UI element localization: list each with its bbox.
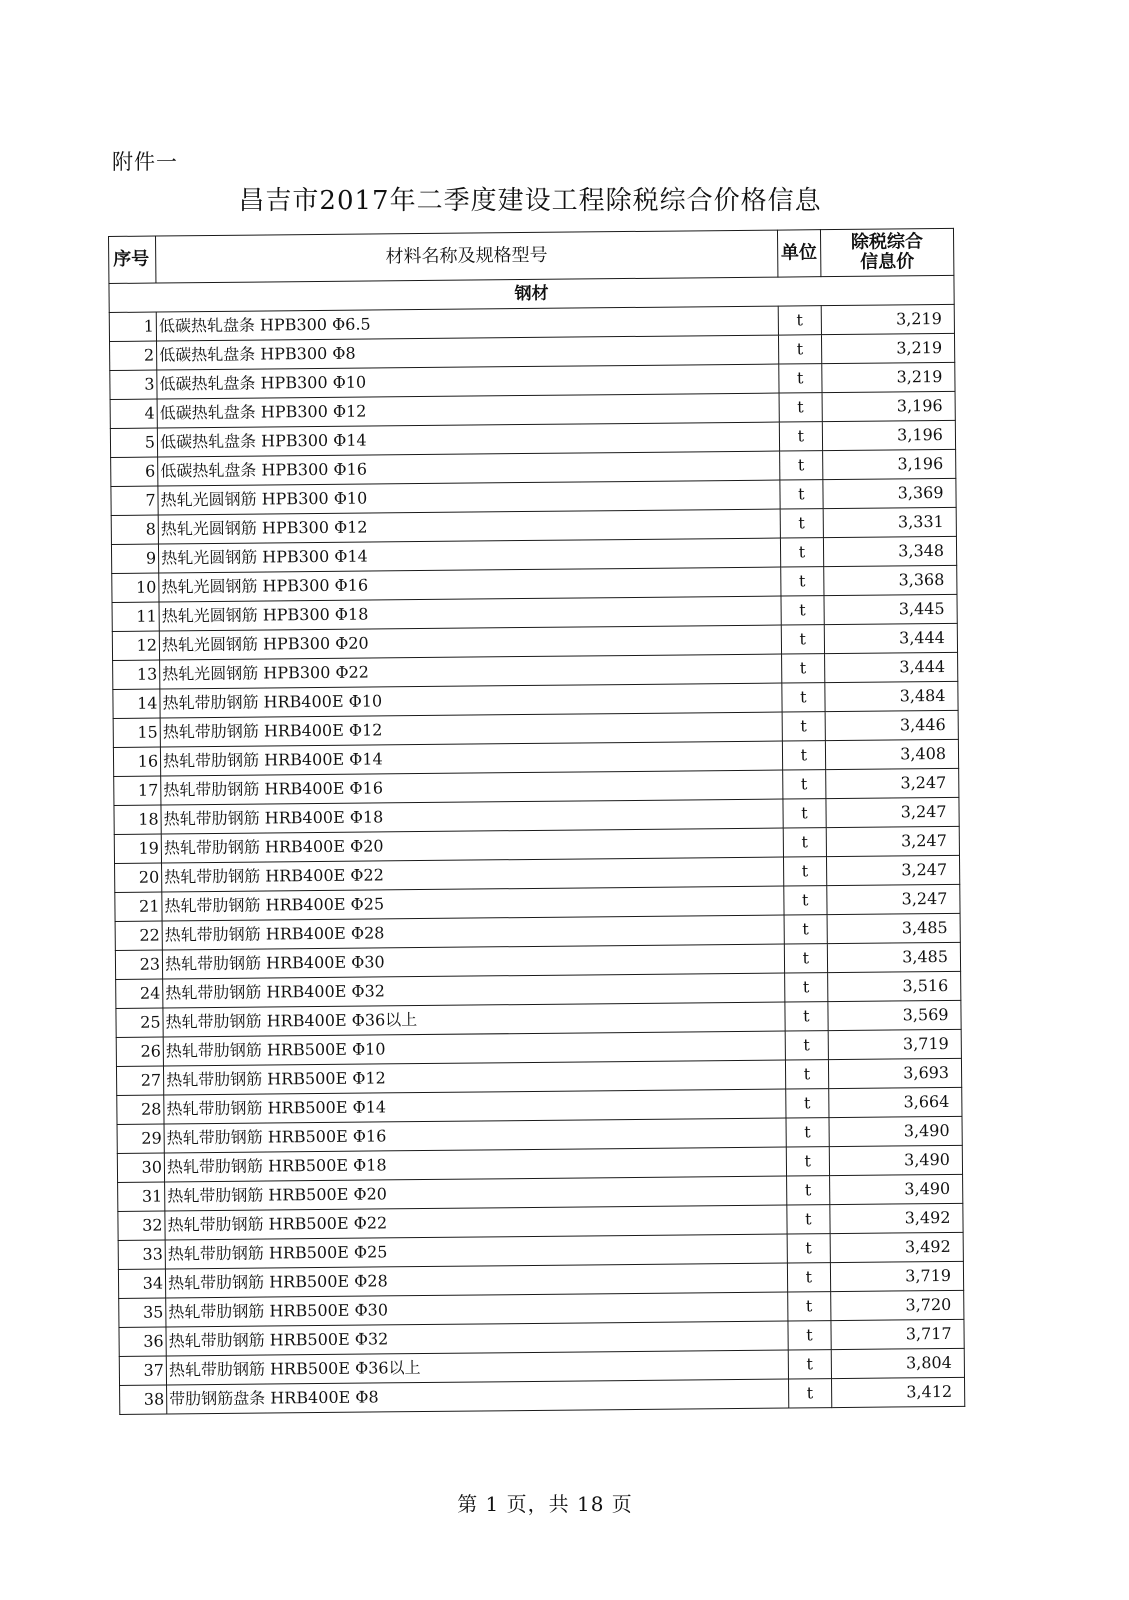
unit-cell: t	[782, 770, 825, 799]
row-number: 31	[118, 1182, 165, 1211]
material-name: 热轧光圆钢筋 HPB300 Φ10	[158, 480, 780, 515]
price-cell: 3,247	[826, 826, 959, 856]
price-cell: 3,717	[831, 1319, 964, 1349]
table-header-row	[109, 228, 954, 283]
material-name: 低碳热轧盘条 HPB300 Φ12	[157, 393, 779, 428]
material-name: 热轧带肋钢筋 HRB500E Φ28	[165, 1263, 787, 1298]
material-name: 热轧带肋钢筋 HRB500E Φ32	[166, 1321, 788, 1356]
row-number: 25	[116, 1008, 163, 1037]
price-cell: 3,516	[827, 971, 960, 1001]
unit-cell: t	[787, 1292, 830, 1321]
row-number: 17	[114, 776, 161, 805]
material-name: 热轧带肋钢筋 HRB400E Φ28	[162, 915, 784, 950]
price-cell: 3,485	[827, 942, 960, 972]
price-cell: 3,569	[828, 1000, 961, 1030]
material-name: 低碳热轧盘条 HPB300 Φ14	[157, 422, 779, 457]
row-number: 34	[118, 1269, 165, 1298]
unit-cell: t	[780, 538, 823, 567]
row-number: 15	[113, 718, 160, 747]
row-number: 3	[110, 370, 157, 399]
price-cell: 3,247	[826, 855, 959, 885]
price-cell: 3,196	[822, 391, 955, 421]
material-name: 热轧带肋钢筋 HRB400E Φ18	[161, 799, 783, 834]
unit-cell: t	[778, 306, 821, 335]
material-name: 热轧带肋钢筋 HRB500E Φ10	[163, 1031, 785, 1066]
material-name: 热轧带肋钢筋 HRB400E Φ36以上	[163, 1002, 785, 1037]
column-header-no: 序号	[109, 236, 156, 283]
row-number: 32	[118, 1211, 165, 1240]
column-header-unit: 单位	[777, 230, 820, 277]
unit-cell: t	[784, 915, 827, 944]
column-header-name: 材料名称及规格型号	[156, 230, 778, 283]
unit-cell: t	[787, 1205, 830, 1234]
material-name: 热轧带肋钢筋 HRB400E Φ14	[160, 741, 782, 776]
unit-cell: t	[781, 625, 824, 654]
material-name: 热轧带肋钢筋 HRB500E Φ25	[165, 1234, 787, 1269]
price-cell: 3,719	[828, 1029, 961, 1059]
unit-cell: t	[784, 973, 827, 1002]
unit-cell: t	[784, 944, 827, 973]
row-number: 12	[112, 631, 159, 660]
price-cell: 3,444	[824, 623, 957, 653]
price-cell: 3,490	[829, 1174, 962, 1204]
material-name: 热轧带肋钢筋 HRB400E Φ12	[160, 712, 782, 747]
row-number: 9	[111, 544, 158, 573]
material-name: 热轧带肋钢筋 HRB500E Φ20	[165, 1176, 787, 1211]
price-cell: 3,720	[830, 1290, 963, 1320]
price-cell: 3,196	[822, 420, 955, 450]
material-name: 热轧带肋钢筋 HRB500E Φ30	[166, 1292, 788, 1327]
row-number: 13	[113, 660, 160, 689]
unit-cell: t	[785, 1002, 828, 1031]
unit-cell: t	[785, 1060, 828, 1089]
price-cell: 3,492	[830, 1232, 963, 1262]
unit-cell: t	[784, 886, 827, 915]
unit-cell: t	[788, 1321, 831, 1350]
price-cell: 3,445	[824, 594, 957, 624]
row-number: 36	[119, 1327, 166, 1356]
material-name: 热轧带肋钢筋 HRB400E Φ10	[160, 683, 782, 718]
row-number: 21	[115, 892, 162, 921]
unit-cell: t	[783, 857, 826, 886]
row-number: 22	[115, 921, 162, 950]
unit-cell: t	[783, 799, 826, 828]
material-name: 热轧光圆钢筋 HPB300 Φ20	[159, 625, 781, 660]
row-number: 23	[115, 950, 162, 979]
unit-cell: t	[783, 828, 826, 857]
material-name: 热轧带肋钢筋 HRB500E Φ12	[164, 1060, 786, 1095]
row-number: 10	[112, 573, 159, 602]
price-cell: 3,247	[825, 768, 958, 798]
price-cell: 3,490	[829, 1116, 962, 1146]
material-name: 热轧带肋钢筋 HRB400E Φ25	[162, 886, 784, 921]
material-name: 热轧光圆钢筋 HPB300 Φ16	[159, 567, 781, 602]
price-cell: 3,247	[826, 797, 959, 827]
row-number: 14	[113, 689, 160, 718]
row-number: 37	[119, 1356, 166, 1385]
unit-cell: t	[782, 683, 825, 712]
page-number: 第 1 页，共 18 页	[457, 1492, 633, 1516]
row-number: 27	[116, 1066, 163, 1095]
price-table	[108, 228, 965, 1415]
material-name: 热轧光圆钢筋 HPB300 Φ14	[159, 538, 781, 573]
material-name: 热轧带肋钢筋 HRB500E Φ14	[164, 1089, 786, 1124]
unit-cell: t	[786, 1118, 829, 1147]
unit-cell: t	[788, 1350, 831, 1379]
unit-cell: t	[787, 1234, 830, 1263]
price-cell: 3,219	[822, 362, 955, 392]
row-number: 11	[112, 602, 159, 631]
attachment-label: 附件一	[112, 150, 178, 174]
price-cell: 3,219	[821, 333, 954, 363]
unit-cell: t	[779, 422, 822, 451]
unit-cell: t	[781, 596, 824, 625]
row-number: 7	[111, 486, 158, 515]
row-number: 16	[113, 747, 160, 776]
row-number: 2	[110, 341, 157, 370]
row-number: 8	[111, 515, 158, 544]
material-name: 低碳热轧盘条 HPB300 Φ10	[157, 364, 779, 399]
price-cell: 3,490	[829, 1145, 962, 1175]
material-name: 热轧带肋钢筋 HRB500E Φ36以上	[166, 1350, 788, 1385]
price-cell: 3,485	[827, 913, 960, 943]
price-cell: 3,348	[823, 536, 956, 566]
price-cell: 3,804	[831, 1348, 964, 1378]
price-cell: 3,484	[825, 681, 958, 711]
material-name: 热轧带肋钢筋 HRB400E Φ20	[161, 828, 783, 863]
row-number: 38	[120, 1385, 167, 1414]
material-name: 热轧带肋钢筋 HRB500E Φ18	[164, 1147, 786, 1182]
row-number: 18	[114, 805, 161, 834]
material-name: 热轧光圆钢筋 HPB300 Φ18	[159, 596, 781, 631]
material-name: 热轧带肋钢筋 HRB400E Φ22	[162, 857, 784, 892]
price-cell: 3,408	[825, 739, 958, 769]
unit-cell: t	[779, 393, 822, 422]
row-number: 26	[116, 1037, 163, 1066]
unit-cell: t	[785, 1031, 828, 1060]
row-number: 35	[119, 1298, 166, 1327]
unit-cell: t	[780, 567, 823, 596]
unit-cell: t	[778, 335, 821, 364]
material-name: 低碳热轧盘条 HPB300 Φ6.5	[156, 306, 778, 341]
document-title: 昌吉市2017年二季度建设工程除税综合价格信息	[238, 186, 822, 216]
unit-cell: t	[786, 1147, 829, 1176]
price-cell: 3,446	[825, 710, 958, 740]
row-number: 28	[117, 1095, 164, 1124]
row-number: 1	[109, 312, 156, 341]
row-number: 6	[111, 457, 158, 486]
price-cell: 3,331	[823, 507, 956, 537]
row-number: 4	[110, 399, 157, 428]
price-cell: 3,664	[829, 1087, 962, 1117]
row-number: 30	[117, 1153, 164, 1182]
row-number: 33	[118, 1240, 165, 1269]
price-cell: 3,196	[822, 449, 955, 479]
material-name: 热轧带肋钢筋 HRB500E Φ22	[165, 1205, 787, 1240]
column-header-price: 除税综合 信息价	[820, 228, 954, 276]
row-number: 19	[114, 834, 161, 863]
section-label: 钢材	[109, 275, 954, 312]
price-cell: 3,719	[830, 1261, 963, 1291]
row-number: 5	[110, 428, 157, 457]
price-cell: 3,444	[824, 652, 957, 682]
material-name: 带肋钢筋盘条 HRB400E Φ8	[167, 1379, 789, 1414]
row-number: 20	[115, 863, 162, 892]
material-name: 热轧光圆钢筋 HPB300 Φ12	[158, 509, 780, 544]
material-name: 热轧带肋钢筋 HRB500E Φ16	[164, 1118, 786, 1153]
price-cell: 3,219	[821, 304, 954, 334]
unit-cell: t	[779, 451, 822, 480]
unit-cell: t	[782, 741, 825, 770]
unit-cell: t	[781, 654, 824, 683]
unit-cell: t	[780, 509, 823, 538]
material-name: 热轧带肋钢筋 HRB400E Φ16	[161, 770, 783, 805]
material-name: 低碳热轧盘条 HPB300 Φ8	[157, 335, 779, 370]
unit-cell: t	[780, 480, 823, 509]
material-name: 热轧带肋钢筋 HRB400E Φ30	[162, 944, 784, 979]
unit-cell: t	[787, 1263, 830, 1292]
unit-cell: t	[786, 1176, 829, 1205]
price-cell: 3,247	[827, 884, 960, 914]
price-cell: 3,412	[831, 1377, 964, 1407]
unit-cell: t	[788, 1379, 831, 1408]
unit-cell: t	[782, 712, 825, 741]
row-number: 24	[116, 979, 163, 1008]
material-name: 热轧带肋钢筋 HRB400E Φ32	[163, 973, 785, 1008]
price-cell: 3,492	[830, 1203, 963, 1233]
row-number: 29	[117, 1124, 164, 1153]
unit-cell: t	[786, 1089, 829, 1118]
price-cell: 3,693	[828, 1058, 961, 1088]
price-cell: 3,369	[823, 478, 956, 508]
price-cell: 3,368	[824, 565, 957, 595]
material-name: 低碳热轧盘条 HPB300 Φ16	[158, 451, 780, 486]
material-name: 热轧光圆钢筋 HPB300 Φ22	[160, 654, 782, 689]
unit-cell: t	[779, 364, 822, 393]
